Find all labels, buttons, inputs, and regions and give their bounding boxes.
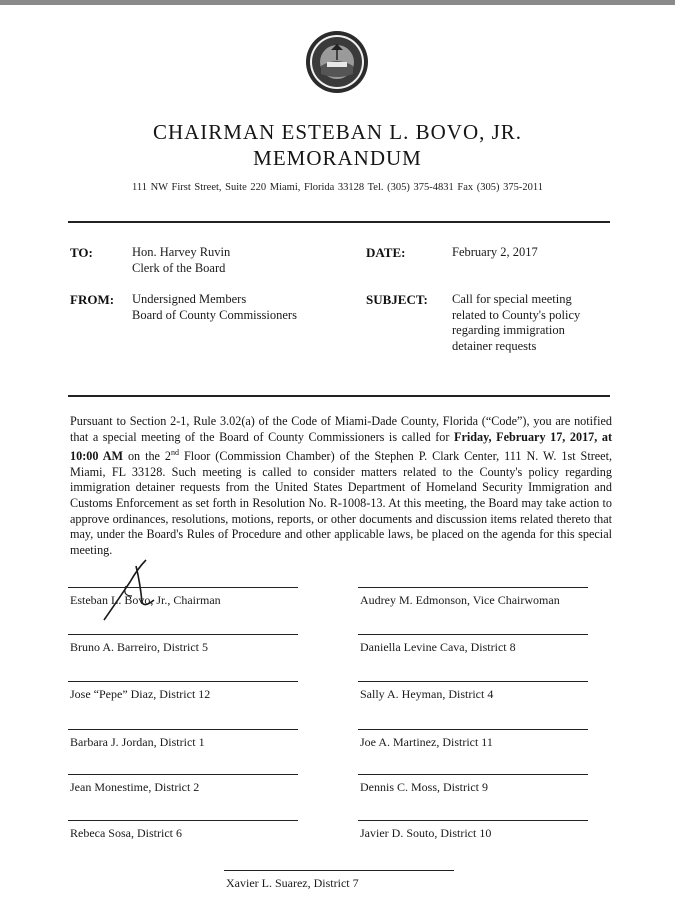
- signature-line: [68, 774, 298, 775]
- signature-line: [358, 729, 588, 730]
- signatory-name: Rebeca Sosa, District 6: [70, 826, 182, 840]
- signatory-name: Esteban L. Bovo, Jr., Chairman: [70, 593, 221, 607]
- subject-line: Call for special meeting: [452, 292, 572, 306]
- top-border: [0, 0, 675, 5]
- signatory-name: Daniella Levine Cava, District 8: [360, 640, 516, 654]
- signature-line: [68, 820, 298, 821]
- signature-line: [358, 820, 588, 821]
- signature-line: [358, 587, 588, 588]
- signatory-name: Dennis C. Moss, District 9: [360, 780, 489, 794]
- memo-body-paragraph: [70, 414, 612, 558]
- from-line: Board of County Commissioners: [132, 307, 297, 322]
- to-line: Hon. Harvey Ruvin: [132, 245, 231, 259]
- signatory-name: Xavier L. Suarez, District 7: [226, 876, 359, 890]
- signatory-name: Jose “Pepe” Diaz, District 12: [70, 687, 211, 701]
- subject-value: [452, 292, 580, 354]
- body-divider: [68, 395, 610, 397]
- signature-line: [68, 634, 298, 635]
- signature-scrawl-icon: [96, 556, 176, 626]
- signatory-name: Barbara J. Jordan, District 1: [70, 735, 205, 749]
- meeting-datetime: Friday, February 17, 2017, at 10:00 AM: [70, 429, 613, 464]
- signatory-name: Bruno A. Barreiro, District 5: [70, 640, 208, 654]
- from-line: Undersigned Members: [132, 292, 247, 306]
- body-text: Floor (Commission Chamber) of the Stephen P. Clark Center, 111 N. W. 1st Street, Miami, FL 33128. Such meeting is called to consider matters related to the County's policy regarding immigration detainer requests from the United States Department of Homeland Security Immigration and Customs Enforcement as set forth in Resolution No. R-1008-13. At this meeting, the Board may take action to approve ordinances, resolutions, motions, reports, or other documents and discussion items related thereto that may, under the Board's Rules of Procedure and other applicable laws, be placed on the agenda for this special meeting.: [70, 449, 613, 557]
- signature-line: [224, 870, 454, 871]
- memo-title-name: CHAIRMAN ESTEBAN L. BOVO, JR.: [152, 120, 523, 144]
- subject-line: regarding immigration: [452, 323, 565, 337]
- signature-line: [68, 729, 298, 730]
- signature-line: [358, 774, 588, 775]
- from-label: FROM:: [70, 292, 115, 307]
- signatory-name: Sally A. Heyman, District 4: [360, 687, 494, 701]
- body-text: Pursuant to Section 2-1, Rule 3.02(a) of the Code of Miami-Dade County, Florida (“Code”), you are notified that a special meeting of the Board of County Commissioners is called for: [70, 414, 612, 444]
- subject-line: detainer requests: [452, 338, 537, 353]
- signatory-name: Joe A. Martinez, District 11: [360, 735, 493, 749]
- date-value: February 2, 2017: [452, 245, 538, 259]
- signatory-name: Jean Monestime, District 2: [70, 780, 200, 794]
- signatory-name: Javier D. Souto, District 10: [360, 826, 492, 840]
- signature-line: [68, 681, 298, 682]
- to-line: Clerk of the Board: [132, 260, 226, 275]
- to-value: [132, 245, 230, 276]
- memo-title-memorandum: MEMORANDUM: [253, 146, 422, 170]
- subject-line: related to County's policy: [452, 307, 581, 322]
- county-seal-icon: [305, 30, 369, 94]
- signature-line: [358, 634, 588, 635]
- header-divider: [68, 221, 610, 223]
- office-address: 111 NW First Street, Suite 220 Miami, Florida 33128 Tel. (305) 375-4831 Fax (305) 375-2011: [132, 182, 543, 193]
- from-value: [132, 292, 297, 323]
- signature-line: [68, 587, 298, 588]
- date-label: DATE:: [366, 245, 406, 260]
- body-text: on the 2: [123, 449, 172, 464]
- floor-superscript: nd: [171, 448, 180, 458]
- signature-line: [358, 681, 588, 682]
- to-label: TO:: [70, 245, 93, 260]
- subject-label: SUBJECT:: [366, 292, 428, 307]
- signatory-name: Audrey M. Edmonson, Vice Chairwoman: [360, 593, 560, 607]
